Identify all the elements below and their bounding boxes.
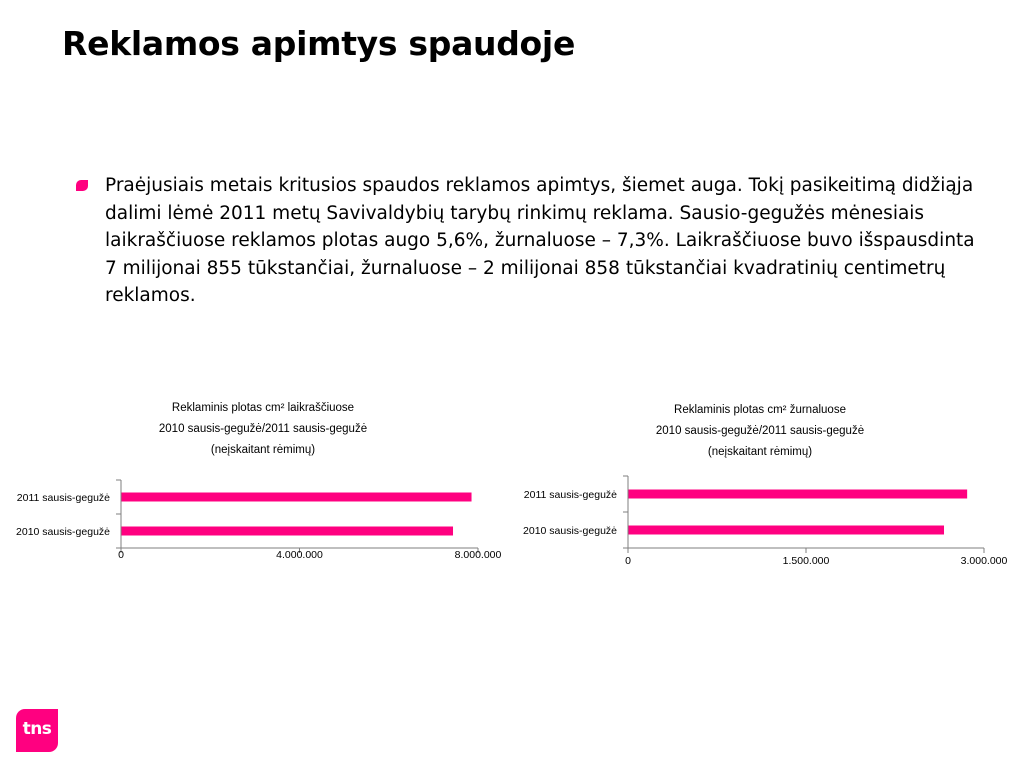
tns-logo bbox=[16, 709, 58, 752]
tns-logo-text: tns bbox=[22, 719, 52, 739]
x-tick-label: 4.000.000 bbox=[276, 549, 323, 561]
x-tick-label: 0 bbox=[625, 555, 631, 567]
x-tick-label: 1.500.000 bbox=[782, 555, 830, 567]
newspaper-ad-area-chart bbox=[0, 398, 504, 568]
magazine-ad-area-chart bbox=[506, 400, 1016, 570]
x-tick-label: 8.000.000 bbox=[454, 549, 502, 561]
bar bbox=[121, 527, 453, 536]
bar bbox=[121, 493, 472, 502]
bar bbox=[628, 526, 944, 535]
x-tick-label: 0 bbox=[118, 549, 124, 561]
bullet-marker-icon bbox=[76, 180, 88, 191]
category-label: 2010 sausis-gegužė bbox=[523, 525, 617, 537]
chart-svg bbox=[0, 398, 504, 568]
bar bbox=[628, 490, 967, 499]
category-label: 2010 sausis-gegužė bbox=[16, 526, 110, 538]
chart-svg bbox=[506, 400, 1016, 570]
chart-title-line: Reklaminis plotas cm² laikraščiuose bbox=[171, 402, 355, 414]
chart-title-line: Reklaminis plotas cm² žurnaluose bbox=[674, 404, 846, 416]
slide-title: Reklamos apimtys spaudoje bbox=[62, 24, 576, 63]
category-label: 2011 sausis-gegužė bbox=[16, 492, 110, 504]
bullet-text: Praėjusiais metais kritusios spaudos reklamos apimtys, šiemet auga. Tokį pasikeitimą didžiąja dalimi lėmė 2011 metų Savivaldybių tarybų rinkimų reklama. Sausio-gegužės mėnesiais laikraščiuose reklamos plotas augo 5,6%, žurnaluose – 7,3%. Laikraščiuose buvo išspausdinta 7 milijonai 855 tūkstančiai, žurnaluose – 2 milijonai 858 tūkstančiai kvadratinių centimetrų reklamos. bbox=[105, 175, 975, 306]
chart-title-line: 2010 sausis-gegužė/2011 sausis-gegužė bbox=[655, 425, 865, 437]
x-tick-label: 3.000.000 bbox=[960, 555, 1008, 567]
chart-title-line: (neįskaitant rėmimų) bbox=[210, 444, 316, 456]
category-label: 2011 sausis-gegužė bbox=[523, 489, 617, 501]
chart-title-line: (neįskaitant rėmimų) bbox=[707, 446, 813, 458]
chart-title-line: 2010 sausis-gegužė/2011 sausis-gegužė bbox=[158, 423, 368, 435]
